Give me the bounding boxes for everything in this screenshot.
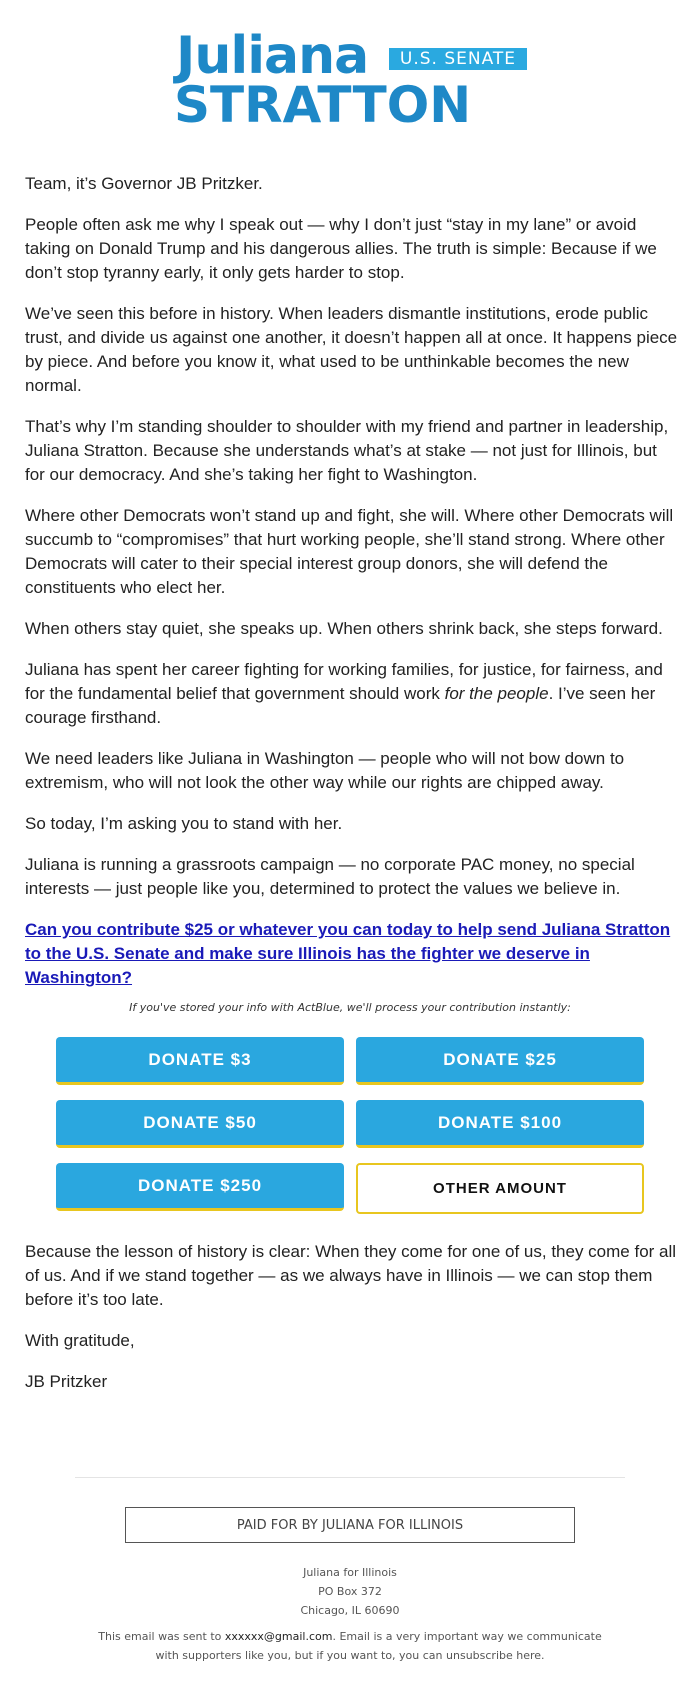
paid-for-disclaimer: PAID FOR BY JULIANA FOR ILLINOIS	[125, 1507, 575, 1543]
body-paragraph: We’ve seen this before in history. When leaders dismantle institutions, erode public trust, and divide us against one another, it doesn’t happen all at once. It happens piece by piece. And before you know it, what used to be unthinkable becomes the new normal.	[25, 304, 678, 395]
greeting-paragraph: Team, it’s Governor JB Pritzker.	[25, 174, 263, 193]
recipient-email: xxxxxx@gmail.com	[224, 1630, 333, 1643]
other-amount-button[interactable]: OTHER AMOUNT	[356, 1163, 644, 1214]
sign-off: With gratitude,	[25, 1331, 135, 1350]
donate-25-button[interactable]: DONATE $25	[356, 1037, 644, 1085]
closing-paragraph: Because the lesson of history is clear: When they come for one of us, they come for all of us. And if we stand together — as we always have in Illinois — we can stop them before it’s too late.	[25, 1242, 677, 1309]
contribute-link[interactable]: Can you contribute $25 or whatever you can today to help send Juliana Stratton to the U.S. Senate and make sure Illinois has the fighter we deserve in Washington?	[25, 920, 671, 987]
body-paragraph	[25, 658, 680, 730]
emphasis-text: for the people	[444, 684, 549, 703]
body-text: Juliana has spent her career fighting for working families, for justice, for fairness, and for the fundamental belief that government should work	[25, 660, 663, 703]
logo-first-name: Juliana	[176, 26, 369, 86]
body-paragraph: When others stay quiet, she speaks up. When others shrink back, she steps forward.	[25, 619, 663, 638]
logo-last-name: STRATTON	[174, 76, 472, 134]
footer-text: . Email is a very important way we communicate with supporters like you, but if you want to, you can	[155, 1630, 602, 1662]
footer-divider	[75, 1477, 625, 1478]
city-state-zip: Chicago, IL 60690	[300, 1604, 400, 1617]
donate-250-button[interactable]: DONATE $250	[56, 1163, 344, 1211]
email-body	[25, 172, 680, 1007]
donate-100-button[interactable]: DONATE $100	[356, 1100, 644, 1148]
campaign-logo	[0, 26, 700, 134]
footer-text: .	[541, 1649, 545, 1662]
body-paragraph: That’s why I’m standing shoulder to shoulder with my friend and partner in leadership, Juliana Stratton. Because she understands what’s at stake — not just for Illinois, but for our democracy. And she’s taking her fight to Washington.	[25, 417, 669, 484]
body-paragraph: So today, I’m asking you to stand with her.	[25, 814, 343, 833]
body-paragraph: People often ask me why I speak out — why I don’t just “stay in my lane” or avoid taking on Donald Trump and his dangerous allies. The truth is simple: Because if we don’t stop tyranny early, it only gets harder to stop.	[25, 215, 657, 282]
org-name: Juliana for Illinois	[303, 1566, 397, 1579]
unsubscribe-link[interactable]: unsubscribe here	[446, 1649, 542, 1662]
donate-3-button[interactable]: DONATE $3	[56, 1037, 344, 1085]
body-paragraph: Juliana is running a grassroots campaign — no corporate PAC money, no special interests — just people like you, determined to protect the values we believe in.	[25, 855, 635, 898]
body-text: . I’ve seen her courage firsthand.	[25, 684, 656, 727]
body-paragraph: Where other Democrats won’t stand up and fight, she will. Where other Democrats will succumb to “compromises” that hurt working people, she’ll stand strong. Where other Democrats will cater to their special interest group donors, she will defend the constituents who elect her.	[25, 506, 674, 597]
po-box: PO Box 372	[318, 1585, 382, 1598]
signature-name: JB Pritzker	[25, 1372, 108, 1391]
logo-senate-badge: U.S. SENATE	[389, 48, 527, 70]
mailing-address	[0, 1563, 700, 1620]
closing-section	[25, 1240, 680, 1411]
donate-50-button[interactable]: DONATE $50	[56, 1100, 344, 1148]
body-paragraph: We need leaders like Juliana in Washington — people who will not bow down to extremism, who will not look the other way while our rights are chipped away.	[25, 749, 625, 792]
footer-notice	[90, 1627, 610, 1665]
actblue-note: If you've stored your info with ActBlue, we'll process your contribution instantly:	[129, 1001, 571, 1014]
footer-text: This email was sent to	[98, 1630, 225, 1643]
cta-paragraph	[25, 918, 680, 990]
